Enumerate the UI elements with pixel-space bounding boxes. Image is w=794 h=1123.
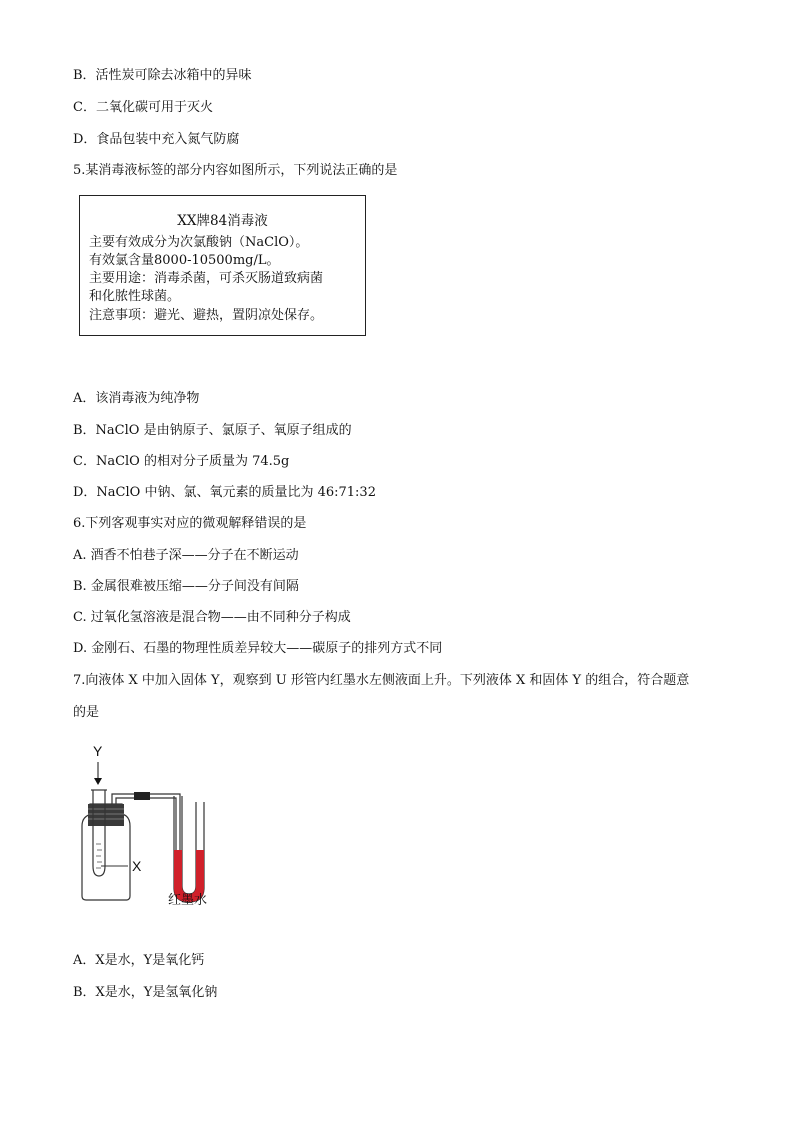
q6-stem: 6.下列客观事实对应的微观解释错误的是 <box>73 516 307 531</box>
q6-option-c: C. 过氧化氢溶液是混合物——由不同种分子构成 <box>73 610 351 625</box>
u-tube-apparatus-diagram <box>70 738 240 908</box>
down-arrow-icon <box>94 778 102 785</box>
figure-caption: 红墨水 <box>168 893 208 908</box>
q5-option-c: C．NaClO 的相对分子质量为 74.5g <box>73 454 290 469</box>
label-line: 和化脓性球菌。 <box>89 289 181 304</box>
test-tube <box>93 790 105 876</box>
q6-option-a: A. 酒香不怕巷子深——分子在不断运动 <box>73 548 299 563</box>
label-line: 主要用途：消毒杀菌，可杀灭肠道致病菌 <box>89 271 324 286</box>
label-line: 主要有效成分为次氯酸钠（NaClO）。 <box>89 235 309 250</box>
q5-option-b: B．NaClO 是由钠原子、氯原子、氧原子组成的 <box>73 423 352 438</box>
rubber-connector <box>134 792 150 800</box>
label-line: 注意事项：避光、避热，置阴凉处保存。 <box>89 308 324 323</box>
q5-option-a: A．该消毒液为纯净物 <box>73 391 200 406</box>
q6-option-b: B. 金属很难被压缩——分子间没有间隔 <box>73 579 299 594</box>
q5-option-d: D．NaClO 中钠、氯、氧元素的质量比为 46:71:32 <box>73 485 376 500</box>
q6-option-d: D. 金刚石、石墨的物理性质差异较大——碳原子的排列方式不同 <box>73 641 443 656</box>
label-x: X <box>132 858 142 874</box>
q4-option-b: B．活性炭可除去冰箱中的异味 <box>73 68 252 83</box>
label-title: XX牌84消毒液 <box>177 213 268 229</box>
label-line: 有效氯含量8000-10500mg/L。 <box>89 253 280 268</box>
q4-option-c: C．二氧化碳可用于灭火 <box>73 100 213 115</box>
label-y: Y <box>93 743 103 759</box>
q7-option-b: B．X是水，Y是氢氧化钠 <box>73 985 218 1000</box>
q7-stem-line1: 7.向液体 X 中加入固体 Y，观察到 U 形管内红墨水左侧液面上升。下列液体 X 和固体 Y 的组合，符合题意 <box>73 673 690 688</box>
q5-stem: 5.某消毒液标签的部分内容如图所示，下列说法正确的是 <box>73 163 398 178</box>
q7-stem-line2: 的是 <box>73 705 100 720</box>
q4-option-d: D．食品包装中充入氮气防腐 <box>73 132 240 147</box>
q7-option-a: A．X是水，Y是氧化钙 <box>73 953 205 968</box>
liquid-x <box>96 844 102 868</box>
flask <box>82 814 130 900</box>
disinfectant-label-box <box>79 195 366 336</box>
